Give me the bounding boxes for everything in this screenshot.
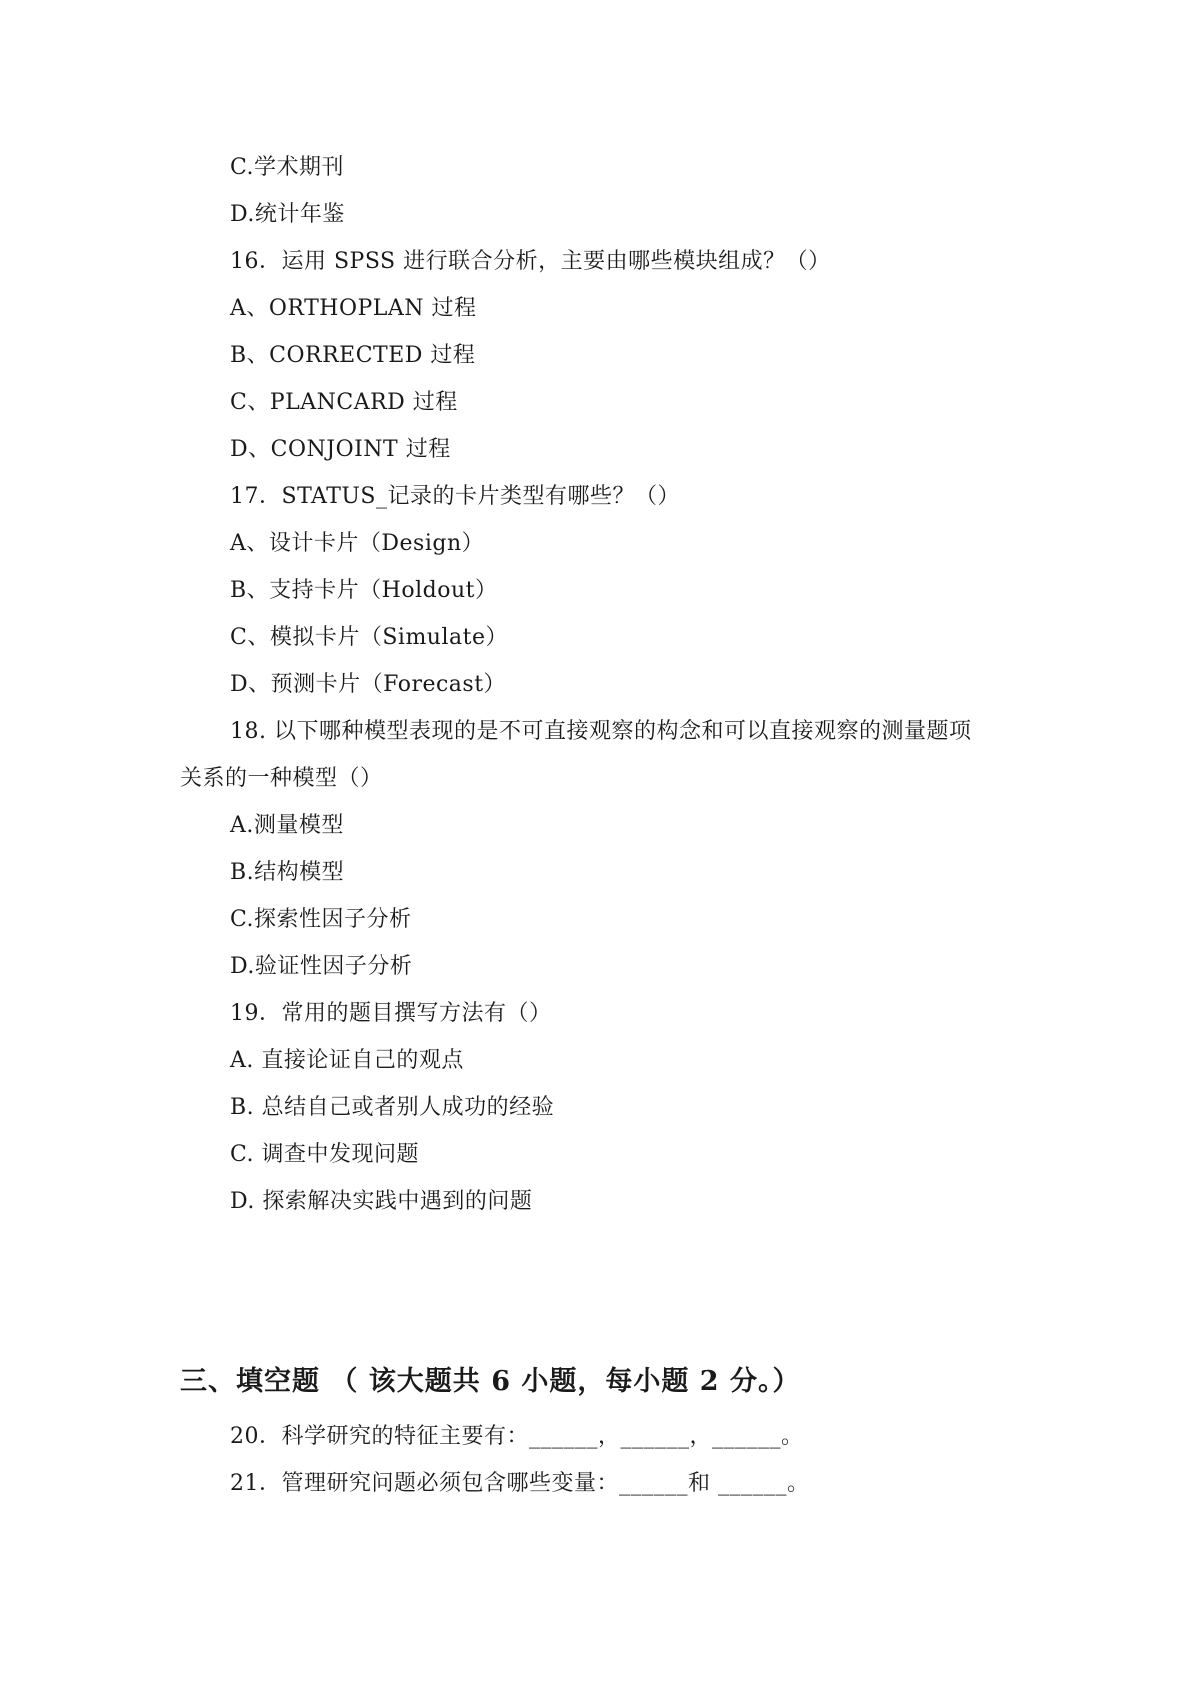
- question-18-line-2: 关系的一种模型（）: [180, 766, 383, 791]
- q16-option-c: C、PLANCARD 过程: [230, 390, 458, 415]
- q17-option-b: B、支持卡片（Holdout）: [230, 578, 498, 603]
- q19-option-c: C. 调查中发现问题: [230, 1142, 420, 1167]
- q16-option-a: A、ORTHOPLAN 过程: [230, 296, 477, 321]
- question-21: 21．管理研究问题必须包含哪些变量：______和 ______。: [230, 1471, 810, 1496]
- q18-option-a: A.测量模型: [230, 813, 344, 838]
- q18-option-c: C.探索性因子分析: [230, 907, 412, 932]
- q18-option-b: B.结构模型: [230, 860, 345, 885]
- q19-option-b: B. 总结自己或者别人成功的经验: [230, 1095, 555, 1120]
- q17-option-c: C、模拟卡片（Simulate）: [230, 625, 508, 650]
- section-heading-fill-in: 三、填空题 （ 该大题共 6 小题，每小题 2 分。）: [180, 1366, 801, 1397]
- q16-option-b: B、CORRECTED 过程: [230, 343, 476, 368]
- option-c-academic-journal: C.学术期刊: [230, 155, 345, 180]
- question-19: 19．常用的题目撰写方法有（）: [230, 1001, 552, 1026]
- option-d-statistical-yearbook: D.统计年鉴: [230, 202, 345, 227]
- q19-option-d: D. 探索解决实践中遇到的问题: [230, 1189, 533, 1214]
- q19-option-a: A. 直接论证自己的观点: [230, 1048, 464, 1073]
- q17-option-a: A、设计卡片（Design）: [230, 531, 485, 556]
- question-17: 17．STATUS_记录的卡片类型有哪些？（）: [230, 484, 681, 509]
- q18-option-d: D.验证性因子分析: [230, 954, 413, 979]
- question-16: 16．运用 SPSS 进行联合分析，主要由哪些模块组成？（）: [230, 249, 831, 274]
- question-18-line-1: 18. 以下哪种模型表现的是不可直接观察的构念和可以直接观察的测量题项: [230, 719, 972, 744]
- question-20: 20．科学研究的特征主要有：______，______，______。: [230, 1424, 804, 1449]
- q17-option-d: D、预测卡片（Forecast）: [230, 672, 507, 697]
- q16-option-d: D、CONJOINT 过程: [230, 437, 451, 462]
